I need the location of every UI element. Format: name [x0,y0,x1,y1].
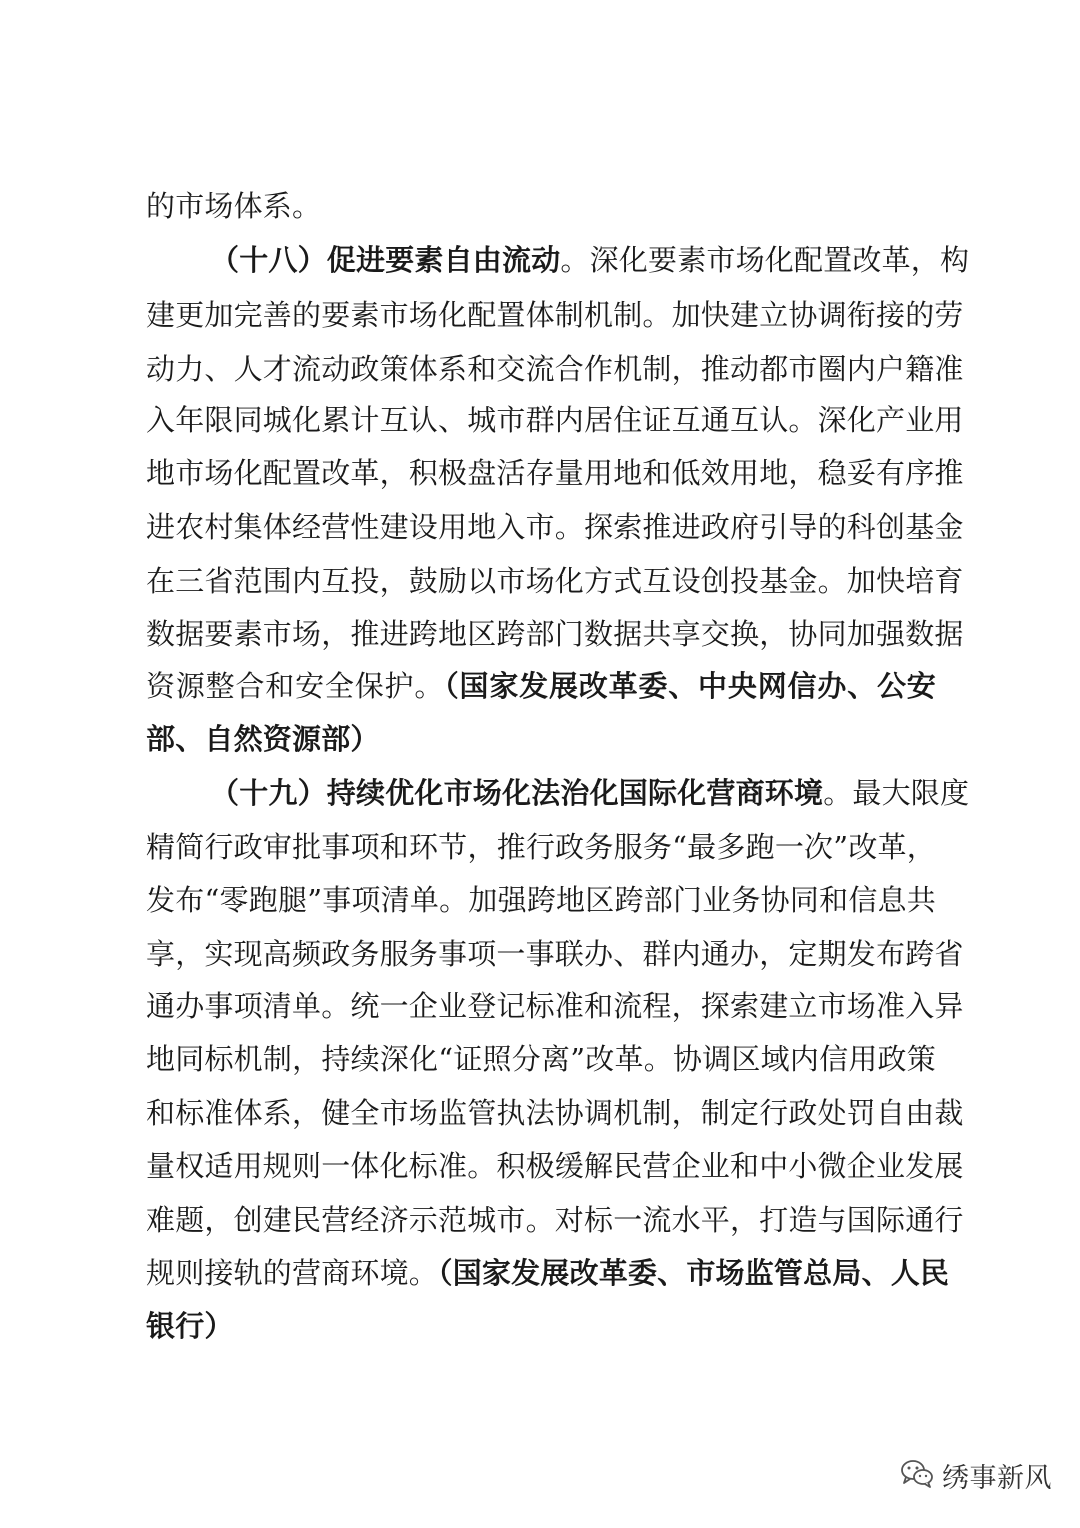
paragraph-18-line-4: 入年限同城化累计互认、城市群内居住证互通互认。深化产业用 [146,403,964,437]
paragraph-19-line-5: 通办事项清单。统一企业登记标准和流程，探索建立市场准入异 [146,989,964,1023]
paragraph-18-departments-cont: 部、自然资源部） [146,722,380,756]
wechat-watermark [900,1454,1052,1496]
watermark-text: 绣事新风 [942,1462,1052,1494]
wechat-icon [900,1458,934,1492]
paragraph-18-line-8: 数据要素市场，推进跨地区跨部门数据共享交换，协同加强数据 [146,617,964,651]
paragraph-18-line-5: 地市场化配置改革，积极盘活存量用地和低效用地，稳妥有序推 [146,456,964,490]
paragraph-19-line-10: 规则接轨的营商环境。（国家发展改革委、市场监管总局、人民 [146,1256,950,1290]
paragraph-18-line-2: 建更加完善的要素市场化配置体制机制。加快建立协调衔接的劳 [146,298,964,332]
paragraph-18-departments: （国家发展改革委、中央网信办、公安 [444,669,936,703]
paragraph-19-heading: （十九）持续优化市场化法治化国际化营商环境 [210,776,824,810]
paragraph-19-line-2: 精简行政审批事项和环节，推行政务服务“最多跑一次”改革， [146,830,936,864]
paragraph-18-line-7: 在三省范围内互投，鼓励以市场化方式互设创投基金。加快培育 [146,564,964,598]
paragraph-18-heading: （十八）促进要素自由流动 [210,243,561,277]
paragraph-19-departments-cont: 银行） [146,1309,234,1343]
paragraph-19-departments: （国家发展改革委、市场监管总局、人民 [438,1256,950,1290]
paragraph-19-line-1: （十九）持续优化市场化法治化国际化营商环境。最大限度 [210,776,970,810]
paragraph-19-line-9: 难题，创建民营经济示范城市。对标一流水平，打造与国际通行 [146,1203,964,1237]
paragraph-19-line-3: 发布“零跑腿”事项清单。加强跨地区跨部门业务协同和信息共 [146,883,936,917]
paragraph-19-line-8: 量权适用规则一体化标准。积极缓解民营企业和中小微企业发展 [146,1149,964,1183]
paragraph-19-line-6: 地同标机制，持续深化“证照分离”改革。协调区域内信用政策 [146,1042,936,1076]
paragraph-19-line-7: 和标准体系，健全市场监管执法协调机制，制定行政处罚自由裁 [146,1096,964,1130]
paragraph-19-line-4: 享，实现高频政务服务事项一事联办、群内通办，定期发布跨省 [146,937,964,971]
paragraph-17-tail: 的市场体系。 [146,189,322,223]
paragraph-18-line-1: （十八）促进要素自由流动。深化要素市场化配置改革，构 [210,243,970,277]
paragraph-18-line-3: 动力、人才流动政策体系和交流合作机制，推动都市圈内户籍准 [146,352,964,386]
paragraph-18-line-9: 资源整合和安全保护。（国家发展改革委、中央网信办、公安 [146,669,936,703]
paragraph-18-line-6: 进农村集体经营性建设用地入市。探索推进政府引导的科创基金 [146,510,964,544]
